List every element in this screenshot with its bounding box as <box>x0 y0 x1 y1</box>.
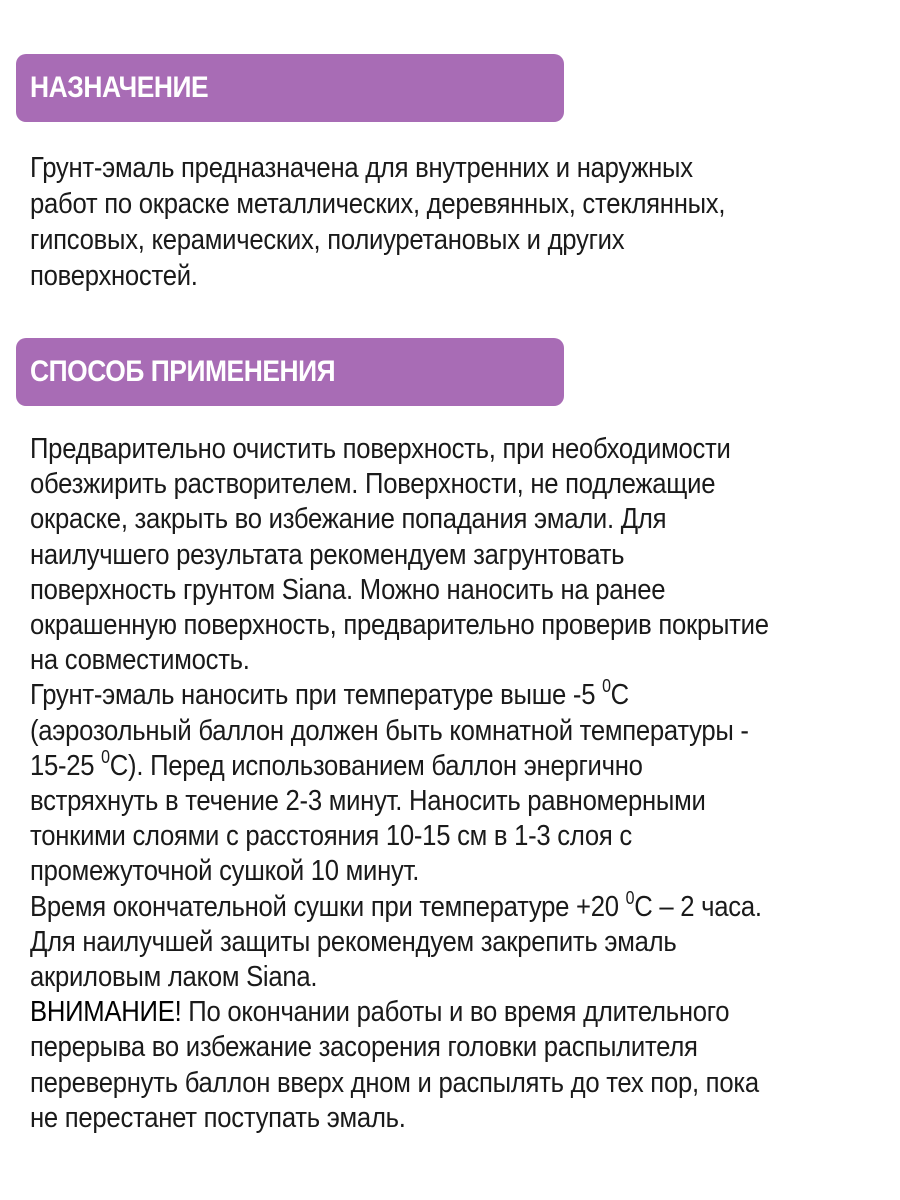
warning-text: По окончании работы и во время длительного перерыва во избежание засорения головки распылителя перевернуть баллон вверх дном и распылять до тех пор, пока не перестанет поступать эмаль. <box>30 996 759 1134</box>
section-title-purpose: НАЗНАЧЕНИЕ <box>30 71 209 104</box>
drying-text-part-1: Время окончательной сушки при температуре +20 <box>30 890 626 923</box>
drying-text-part-2: С – 2 часа. Для наилучшей защиты рекомендуем закрепить эмаль акриловым лаком Siana. <box>30 890 762 994</box>
usage-paragraph-warning <box>30 995 871 1136</box>
usage-description <box>30 432 871 1136</box>
application-text-part-1: Грунт-эмаль наносить при температуре выше -5 <box>30 679 603 712</box>
usage-paragraph-application <box>30 678 871 889</box>
degree-superscript: 0 <box>602 676 611 697</box>
purpose-paragraph: Грунт-эмаль предназначена для внутренних и наружных работ по окраске металлических, деревянных, стеклянных, гипсовых, керамических, полиуретановых и других поверхностей. <box>30 152 726 292</box>
application-text-part-2: С (аэрозольный баллон должен быть комнатной температуры - 15-25 <box>30 679 749 782</box>
application-text-part-3: С). Перед использованием баллон энергично встряхнуть в течение 2-3 минут. Наносить равномерными тонкими слоями с расстояния 10-15 см в 1-3 слоя с промежуточной сушкой 10 минут. <box>30 749 706 888</box>
section-header-usage <box>16 338 564 406</box>
section-header-purpose <box>16 54 564 122</box>
usage-paragraph-preparation: Предварительно очистить поверхность, при необходимости обезжирить растворителем. Поверхности, не подлежащие окраске, закрыть во избежание попадания эмали. Для наилучшего результата рекомендуем загрунтовать поверхность грунтом Siana. Можно наносить на ранее окрашенную поверхность, предварительно проверив покрытие на совместимость. <box>30 433 769 677</box>
warning-label: ВНИМАНИЕ! <box>30 996 182 1029</box>
degree-superscript: 0 <box>625 887 635 908</box>
purpose-description <box>30 150 871 294</box>
usage-paragraph-drying <box>30 887 871 996</box>
degree-superscript: 0 <box>101 746 110 767</box>
section-title-usage: СПОСОБ ПРИМЕНЕНИЯ <box>30 355 336 388</box>
